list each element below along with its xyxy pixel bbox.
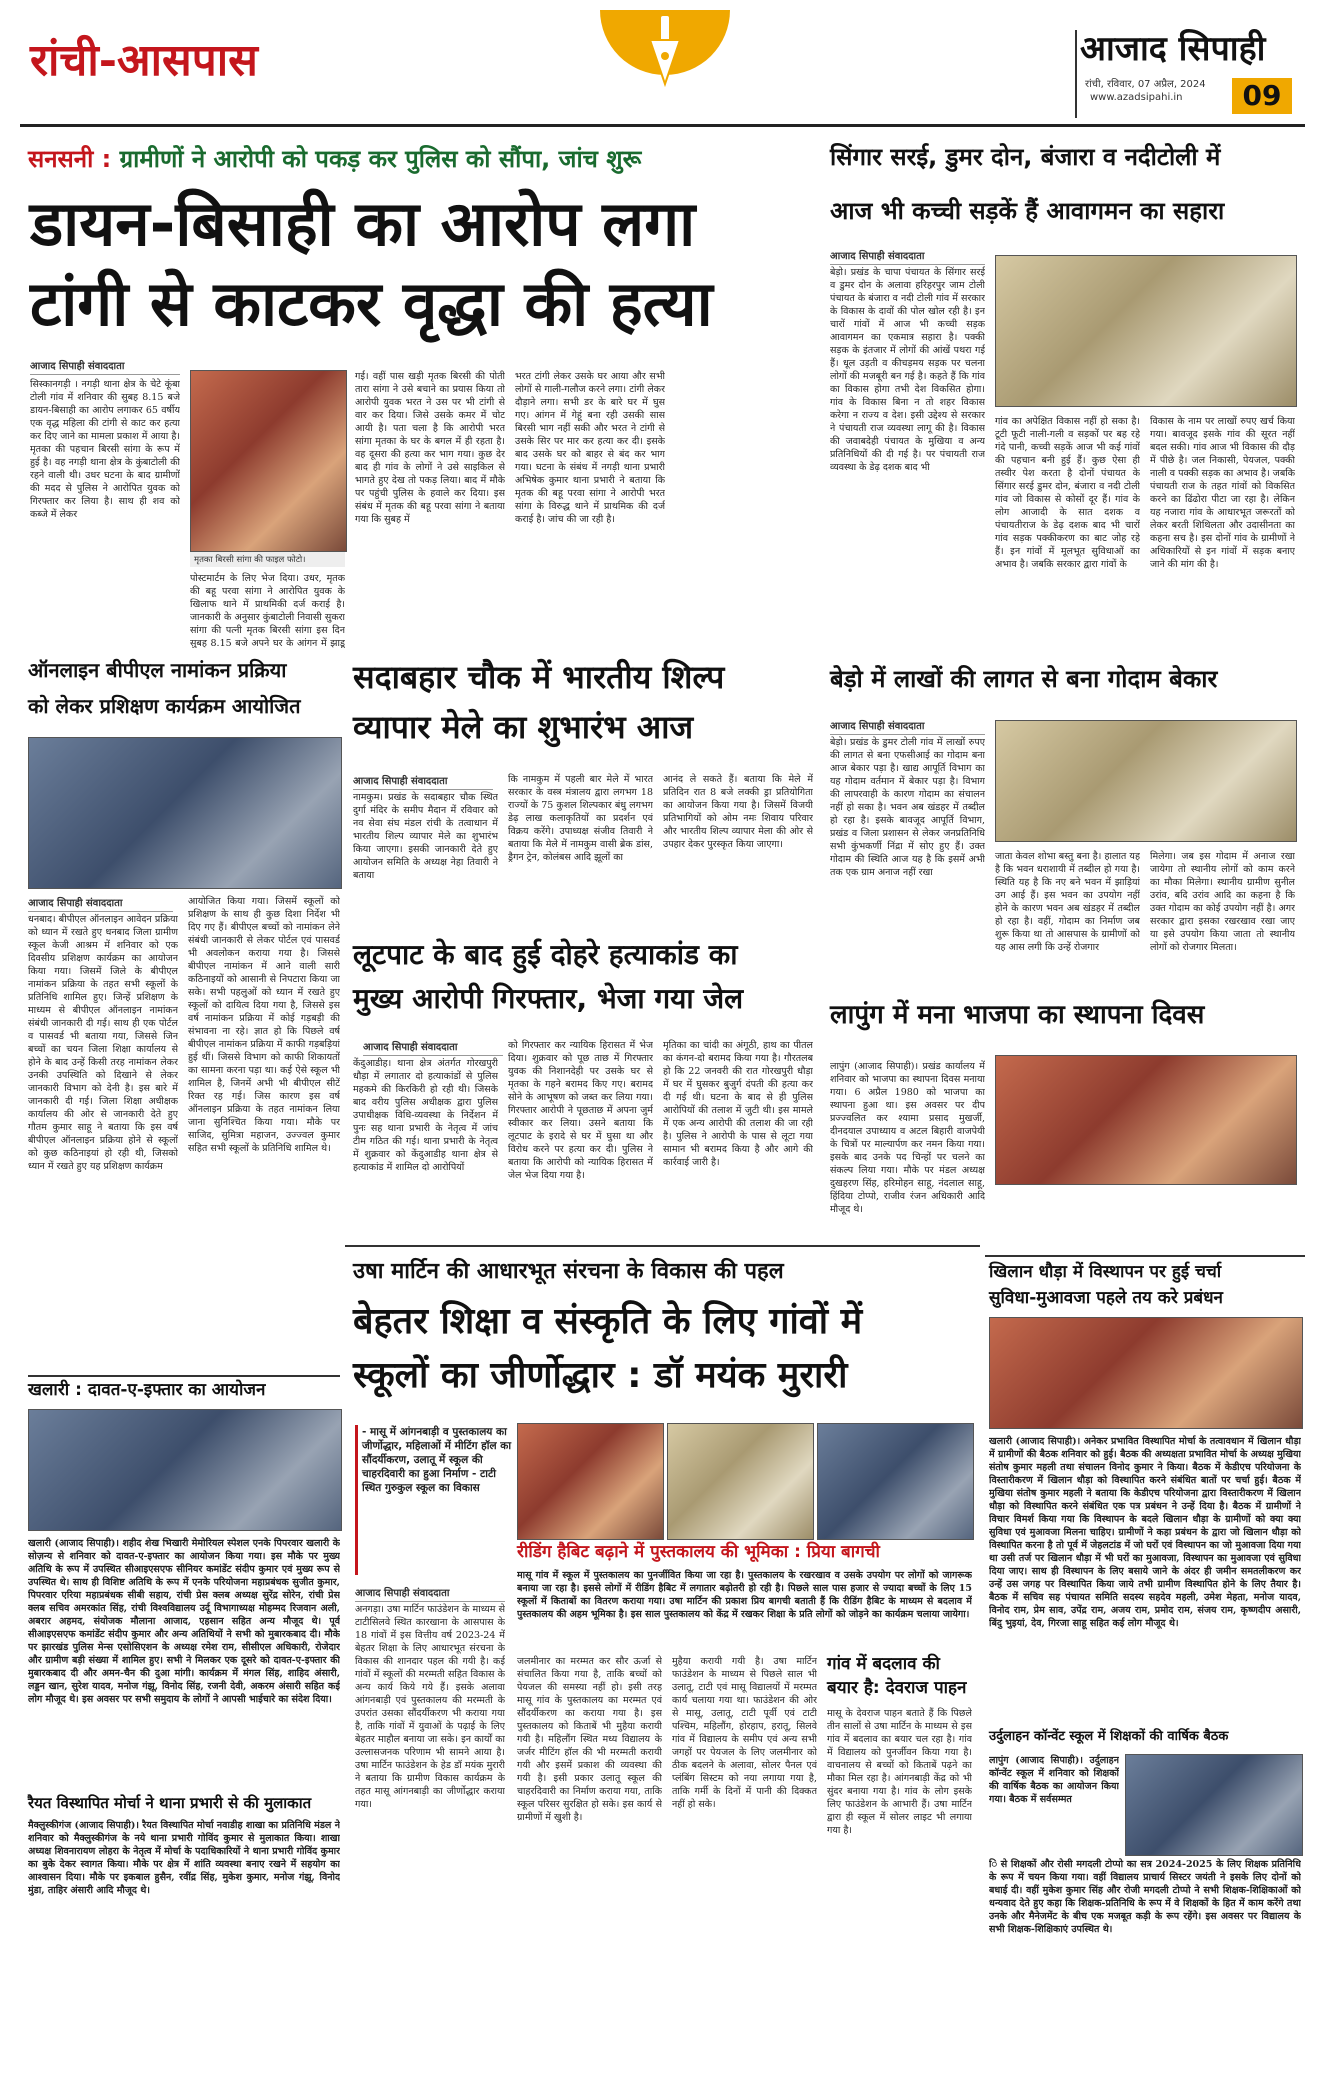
usha-headline-1: बेहतर शिक्षा व संस्कृति के लिए गांवों में <box>353 1301 863 1342</box>
paper-name: आजाद सिपाही <box>1080 29 1266 69</box>
road-byline: आजाद सिपाही संवाददाता <box>830 248 985 265</box>
usha-col-1: अनगड़ा। उषा मार्टिन फाउंडेशन के माध्यम से टाटीसिलवे स्थित कारखाना के आसपास के 18 गांवों में इस वित्तीय वर्ष 2023-24 में बेहतर शिक्षा के लिए आधारभूत संरचना के विकास की शानदार पहल की गयी है। कई गांवों में स्कूलों की मरम्मती सहित विकास के अन्य कार्य किये गये हैं। इसके अलावा आंगनबाड़ी एवं पुस्तकालय की मरम्मती के उपरांत उसका सौंदर्यीकरण भी कराया गया है, ताकि गांवों में युवाओं के पढ़ाई के लिए बेहतर माहौल बनाया जा सके। इन कार्यों का उल्लासजनक परिणाम भी सामने आया है। उषा मार्टिन फाउंडेशन के हेड डॉ मयंक मुरारी ने बताया कि ग्रामीण विकास कार्यक्रम के तहत मासू आंगनबाड़ी का जीर्णोद्धार कराया गया। <box>355 1604 505 1810</box>
lead-kicker-rest: ग्रामीणों ने आरोपी को पकड़ कर पुलिस को सौंपा, जांच शुरू <box>119 145 642 173</box>
date-line: रांची, रविवार, 07 अप्रैल, 2024 <box>1085 79 1206 90</box>
murder-col-1: केंदुआडीह। थाना क्षेत्र अंतर्गत गोरखपुरी धौड़ा में लगातार दो हत्याकांडों से पुलिस महकमे की किरकिरी हो रही थी। जिसके बाद वरीय पुलिस अधीक्षक द्वारा पुलिस उपाधीक्षक विधि-व्यवस्था के निर्देशन में पुनः सह थाना प्रभारी के नेतृत्व में जांच टीम गठित की गई। थाना प्रभारी के नेतृत्व में शुक्रवार को केंदुआडीह थाना क्षेत्र से हत्याकांड में शामिल दो आरोपियों <box>353 1058 498 1173</box>
road-story <box>825 140 1305 660</box>
lead-photo-caption: मृतका बिरसी सांगा की फाइल फोटो। <box>190 552 345 567</box>
usha-photo-2 <box>667 1423 814 1540</box>
bpl-headline-1: ऑनलाइन बीपीएल नामांकन प्रक्रिया <box>28 658 287 682</box>
section-title: रांची-आसपास <box>30 35 258 86</box>
fair-byline: आजाद सिपाही संवाददाता <box>353 773 493 790</box>
lead-col-2: पोस्टमार्टम के लिए भेज दिया। उधर, मृतक की बहू परवा सांगा ने आरोपित युवक के खिलाफ थाने में प्राथमिकी दर्ज कराई है। जानकारी के अनुसार कुंबाटोली निवासी सुकरा सांगा की पत्नी मृतक बिरसी सांगा इस दिन सुबह 8.15 बजे अपने घर के आंगन में झाडू <box>190 573 345 648</box>
iftar-photo <box>28 1409 342 1531</box>
bjp-body: लापुंग (आजाद सिपाही)। प्रखंड कार्यालय में शनिवार को भाजपा का स्थापना दिवस मनाया गया। 6 अप्रैल 1980 को भाजपा का स्थापना हुआ था। इस अवसर पर दीप प्रज्ज्वलित कर श्यामा प्रसाद मुखर्जी, दीनदयाल उपाध्याय व अटल बिहारी वाजपेयी के चित्रों पर माल्यार्पण कर नमन किया गया। इसके बाद उनके पद चिन्हों पर चलने का संकल्प लिया गया। मौके पर मंडल अध्यक्ष दुखहरण सिंह, हरिमोहन साहू, नंदलाल साहू, हिंदिया टोप्पो, राजीव रंजन अधिकारी आदि मौजूद थे। <box>830 1061 985 1215</box>
usha-bullets: - मासू में आंगनबाड़ी व पुस्तकालय का जीर्णोद्धार, महिलाओं में मीटिंग हॉल का सौंदर्यीकरण, उलातू में स्कूल की चाहरदिवारी का हुआ निर्माण - टाटी स्थित गुरुकुल स्कूल का विकास <box>355 1425 512 1575</box>
bpl-byline: आजाद सिपाही संवाददाता <box>28 895 173 912</box>
lead-col-3: भरत टांगी लेकर उसके घर आया और सभी लोगों से गाली-गलौज करने लगा। टांगी लेकर दौड़ाने लगा। सभी डर के बारे घर में घुस गए। आंगन में गेहूं बना रही उसकी सास बिरसी भाग नहीं सकी और भरत ने टांगी से उसके सिर पर मार कर हत्या कर दी। इसके बाद उसके घर को बाहर से बंद कर भाग गया। घटना के संबंध में नगड़ी थाना प्रभारी अभिषेक कुमार थाना प्रभारी ने बताया कि मृतक की बहू परवा सांगा ने आरोपी भरत सांगा के विरुद्ध थाने में प्राथमिक की दर्ज कराई है। जांच की जा रही है। <box>515 371 665 525</box>
usha-col-2: जलमीनार का मरम्मत कर सौर ऊर्जा से संचालित किया गया है, ताकि बच्चों को पेयजल की समस्या नहीं हो। इसी तरह मासू गांव के पुस्तकालय का मरम्मत एवं सौंदर्यीकरण का कराया गया है। इस पुस्तकालय को किताबें भी मुहैया करायी गयी है। महिलौंग स्थित मध्य विद्यालय के जर्जर मीटिंग हॉल की भी मरम्मती करायी गयी और इसमें प्रकाश की व्यवस्था की गयी है। इसी प्रकार उलातू स्कूल की चाहरदिवारी का निर्माण कराया गया, ताकि स्कूल परिसर सुरक्षित हो सके। इस कार्य से ग्रामीणों में खुशी है। <box>517 1656 662 1823</box>
lead-story <box>20 140 820 650</box>
godown-col-1: बेड़ो। प्रखंड के डुमर टोली गांव में लाखों रुपए की लागत से बना एफसीआई का गोदाम बना आज बेकार पड़ा है। खाद्य आपूर्ति विभाग का यह गोदाम वर्तमान में बेकार पड़ा है। विभाग की लापरवाही के कारण गोदाम का संचालन नहीं हो सका है। भवन अब खंडहर में तब्दील हो रहा है। इसके बावजूद आपूर्ति विभाग, प्रखंड व जिला प्रशासन से लेकर जनप्रतिनिधि सभी कुंभकर्णी निंद्रा में सोए हुए हैं। उक्त गोदाम की स्थिति आज यह है कि इसमें अभी तक एक ग्राम अनाज नहीं रखा <box>830 737 985 878</box>
usha-kicker: उषा मार्टिन की आधारभूत संरचना के विकास की पहल <box>353 1259 784 1284</box>
fair-story <box>345 655 820 935</box>
road-photo <box>995 255 1297 407</box>
website: www.azadsipahi.in <box>1090 92 1183 103</box>
masthead-rule <box>20 124 1305 127</box>
iftar-story <box>20 1375 340 1795</box>
lead-photo <box>190 370 347 552</box>
lead-col-2b: गई। वहीं पास खड़ी मृतक बिरसी की पोती तारा सांगा ने उसे बचाने का प्रयास किया तो आरोपी युवक भरत ने उस पर भी टांगी से वार कर दिया। जिसे उसके कमर में चोट आयी है। पता चला है कि आरोपी भरत सांगा मृतका के घर के बगल में ही रहता है। वह दूसरा की हत्या कर भाग गया। कुछ देर बाद ही गांव के लोगों ने उसे साइकिल से भागते हुए देख तो पकड़ लिया। बाद में मौके पर पहुंची पुलिस के हवाले कर दिया। इस संबंध में मृतक की बहू परवा सांगा ने बताया गया कि सुबह में <box>355 371 505 525</box>
fair-col-2: कि नामकुम में पहली बार मेले में भारत सरकार के वस्त्र मंत्रालय द्वारा लगभग 18 राज्यों के 75 कुशल शिल्पकार बंधु लगभग डेढ़ लाख कलाकृतियों का प्रदर्शन एवं विक्रय करेंगे। उपाध्यक्ष संजीव तिवारी ने बताया कि मेले में नामकुम वासी ब्रेक डांस, ड्रैगन ट्रेन, कोलंबस आदि झूलों का <box>508 774 653 863</box>
godown-story <box>825 660 1305 990</box>
usha-photo-1 <box>517 1423 664 1540</box>
khilan-body: खलारी (आजाद सिपाही)। अनेकर प्रभावित विस्थापित मोर्चा के तत्वावधान में खिलान धौड़ा में ग्रामीणों की बैठक शनिवार को हुई। बैठक की अध्यक्षता प्रभावित मोर्चा के अध्यक्ष मुखिया संतोष कुमार महली तथा संचालन विनोद कुमार ने किया। बैठक में केडीएच परियोजना के विस्तारीकरण में खिलान धौड़ा को विस्थापित करने संबंधित बातों पर चर्चा हुई। बैठक में मुखिया संतोष कुमार महली ने बताया कि केडीएच परियोजना द्वारा विस्तारीकरण में खिलान धौड़ा को विस्थापित करने संबंधित एक पत्र प्रबंधन ने उन्हें दिया है। बैठक में ग्रामीणों ने विचार विमर्श किया गया कि विस्थापन के बदले खिलान धौड़ा के ग्रामीणों को क्या क्या सुविधा एवं मुआवजा मिलना चाहिए। ग्रामीणों ने कहा प्रबंधन के द्वारा जो खिलान धौड़ा को विस्थापित करना है तो पूर्व में जेहलटांड में जो घरों एवं विस्थापन का जो मुआवजा दिया गया था उसी तर्ज पर खिलान धौड़ा में भी घरों का मुआवजा, विस्थापन का मुआवजा एवं सुविधा दिया जाए। साथ ही विस्थापन के लिए बसाये जाने के अंदर ही जमीन समतलीकरण कर उन्हें उस जगह पर विस्थापित किया जाये तभी ग्रामीण विस्थापित होने के लिए तैयार है। बैठक में सचिव सह पंचायत समिति सदस्य सहदेव महली, उमेश मेहता, मनोज यादव, विनोद राम, प्रेम साव, उपेंद्र राम, अजय राम, प्रमोद राम, संजय राम, कृष्णदीप असारी, बिंदु भुइयां, देव, गिरजा साहू सहित कई लोग मौजूद थे। <box>989 1436 1301 1629</box>
page-number: 09 <box>1232 78 1292 114</box>
library-body: मासू गांव में स्कूल में पुस्तकालय का पुनर्जीवित किया जा रहा है। पुस्तकालय के रखरखाव व उसके उपयोग पर लोगों को जागरूक बनाया जा रहा है। इससे लोगों में रीडिंग हैबिट में लगातार बढ़ोतरी हो रही है। पिछले साल पास हजार से ज्यादा बच्चों के लिए 15 स्कूलों में किताबों का वितरण कराया गया। उषा मार्टिन की प्रकाश प्रिय बागची बताती हैं कि रीडिंग हैबिट के माध्यम से बदलाव में पुस्तकालय की अहम भूमिका है। इस साल पुस्तकालय को केंद्र में रखकर शिक्षा के प्रति लोगों को जोड़ने का कार्यक्रम चलाया जायेगा। <box>517 1570 972 1620</box>
usha-story <box>345 1245 980 2075</box>
usha-rule <box>345 1245 980 1247</box>
bjp-headline: लापुंग में मना भाजपा का स्थापना दिवस <box>830 1000 1205 1030</box>
murder-headline-1: लूटपाट के बाद हुई दोहरे हत्याकांड का <box>353 938 738 971</box>
fair-headline-1: सदाबहार चौक में भारतीय शिल्प <box>353 658 725 696</box>
road-headline-2: आज भी कच्ची सड़कें हैं आवागमन का सहारा <box>830 197 1225 225</box>
urdu-story <box>985 1730 1305 2080</box>
murder-col-3: मृतिका का चांदी का अंगूठी, हाथ का पीतल का कंगन-दो बरामद किया गया है। गौरतलब हो कि 22 जनवरी की रात गोरखपुरी धौड़ा में घर में घुसकर बुजुर्ग दंपती की हत्या कर दी गई थी। घटना के बाद से ही पुलिस आरोपियों की तलाश में जुटी थी। इस मामले में एक अन्य आरोपी की तलाश की जा रही है। पुलिस ने आरोपी के पास से लूटा गया सामान भी बरामद किया है और आगे की कार्रवाई जारी है। <box>663 1040 813 1168</box>
masthead-divider <box>1075 30 1077 118</box>
bpl-col-1: धनबाद। बीपीएल ऑनलाइन आवेदन प्रक्रिया को ध्यान में रखते हुए धनबाद जिला ग्रामीण स्कूल केजी आश्रम में शनिवार को एक दिवसीय प्रशिक्षण कार्यक्रम का आयोजन किया गया। जिसमें जिले के बीपीएल नामांकन प्रक्रिया के तहत सभी स्कूलों के प्रतिनिधि शामिल हुए। जिन्हें प्रशिक्षण के माध्यम से बीपीएल ऑनलाइन नामांकन संबंधी जानकारी दी गई। साथ ही एक पोर्टल व पासवर्ड भी बताया गया, जिससे जिन बच्चों का चयन जिला शिक्षा कार्यालय से होने के बाद उन्हें किसी तरह नामांकन लेकर उनकी उपस्थिति को दिखाने से लेकर जानकारी विभाग को देनी है। इस बारे में जानकारी दी गई। जिला शिक्षा अधीक्षक कार्यालय की ओर से जानकारी देते हुए गौतम कुमार साहू ने बताया कि इस वर्ष बीपीएल ऑनलाइन प्रक्रिया होने से स्कूलों को कुछ कठिनाइयां हो रही थी, जिसको ध्यान में रखते हुए यह प्रशिक्षण कार्यक्रम <box>28 914 178 1172</box>
bpl-col-2: आयोजित किया गया। जिसमें स्कूलों को प्रशिक्षण के साथ ही कुछ दिशा निर्देश भी दिए गए हैं। बीपीएल बच्चों को नामांकन लेने संबंधी जानकारी से लेकर पोर्टल एवं पासवर्ड भी अवलोकन कराया गया है। जिससे बीपीएल नामांकन में आने वाली सारी कठिनाइयों को आसानी से निपटारा किया जा सके। सभी पहलुओं को ध्यान में रखते हुए स्कूलों को दायित्व दिया गया है, जिससे इस वर्ष नामांकन प्रक्रिया में कोई गड़बड़ी की संभावना ना रहे। ज्ञात हो कि पिछले वर्ष बीपीएल नामांकन प्रक्रिया में काफी गड़बड़ियां हुई थीं। जिससे विभाग को काफी शिकायतों का सामना करना पड़ा था। कई ऐसे स्कूल भी शामिल है, जिनमें अभी भी बीपीएल सीटें रिक्त रह गई। जिस कारण इस वर्ष ऑनलाइन प्रक्रिया के तहत नामांकन लिया जाना सुनिश्चित किया गया। मौके पर साजिद, सुमित्रा महाजन, उज्ज्वल कुमार सहित सभी स्कूलों के प्रतिनिधि शामिल थे। <box>188 896 340 1154</box>
godown-headline: बेड़ो में लाखों की लागत से बना गोदाम बेकार <box>830 665 1218 693</box>
urdu-headline: उर्दुलाहन कॉन्वेंट स्कूल में शिक्षकों की वार्षिक बैठक <box>989 1729 1229 1744</box>
lead-col-1: सिस्कानगड़ी । नगड़ी थाना क्षेत्र के चेटे कूंबा टोली गांव में शनिवार की सुबह 8.15 बजे डायन-बिसाही का आरोप लगाकर 65 वर्षीय एक वृद्ध महिला की टांगी से काट कर हत्या कर दिए जाने का मामला प्रकाश में आया है। मृतका की पहचान बिरसी सांगा के रूप में हुई है। वह नगड़ी थाना क्षेत्र के कुंबाटोली की रहने वाली थी। उधर घटना के बाद ग्रामीणों की मदद से पुलिस ने आरोपित युवक को गिरफ्तार कर लिया है। साथ ही शव को कब्जे में लेकर <box>30 379 180 520</box>
usha-headline-2: स्कूलों का जीर्णोद्धार : डॉ मयंक मुरारी <box>353 1355 848 1396</box>
bjp-photo <box>995 1055 1297 1185</box>
masthead <box>0 0 1325 125</box>
devraj-headline-1: गांव में बदलाव की <box>827 1654 940 1674</box>
morcha-story <box>20 1795 340 2080</box>
murder-byline: आजाद सिपाही संवाददाता <box>363 1039 503 1056</box>
murder-story <box>345 935 820 1240</box>
godown-photo <box>995 720 1297 842</box>
morcha-body: मैक्लुस्कीगंज (आजाद सिपाही)। रैयत विस्थापित मोर्चा नवाडीह शाखा का प्रतिनिधि मंडल ने शनिवार को मैक्लुस्कीगंज के नये थाना प्रभारी गोविंद कुमार से मुलाकात किया। शाखा अध्यक्ष शिवनारायण लोहरा के नेतृत्व में मोर्चा के पदाधिकारियों ने थाना प्रभारी गोविंद कुमार का बुके देकर स्वागत किया। मौके पर क्षेत्र में शांति व्यवस्था बनाए रखने में सहयोग का आश्वासन दिया। मौके पर इकबाल हुसैन, रवींद्र सिंह, मुकेश कुमार, मनोज गंझू, विनोद मुंडा, ताहिर अंसारी आदि मौजूद थे। <box>28 1820 340 1896</box>
khilan-photo <box>989 1317 1303 1429</box>
lead-col-4 <box>675 370 815 648</box>
lead-headline-1: डायन-बिसाही का आरोप लगा <box>30 187 696 260</box>
bpl-story <box>20 655 340 1375</box>
fair-headline-2: व्यापार मेले का शुभारंभ आज <box>353 708 694 746</box>
fair-col-3: आनंद ले सकते हैं। बताया कि मेले में प्रतिदिन रात 8 बजे लक्की ड्रा प्रतियोगिता का आयोजन किया गया है। जिसमें विजयी प्रतिभागियों को ओम नमः शिवाय परिवार और भारतीय शिल्प व्यापार मेला की ओर से उपहार देकर पुरस्कृत किया जाएगा। <box>663 774 813 850</box>
bjp-story <box>825 995 1305 1255</box>
lead-kicker: सनसनी : <box>28 145 112 173</box>
road-col-3: विकास के नाम पर लाखों रुपए खर्च किया गया। बावजूद इसके गांव की सूरत नहीं बदल सकी। गांव आज भी विकास की दौड़ में पीछे है। जल निकासी, पेयजल, पक्की नाली व पक्की सड़क का अभाव है। जबकि पंचायती राज के तहत गांवों को विकसित करने का ढिंढोरा पीटा जा रहा है। लेकिन यह नजारा गांव के आधारभूत जरूरतों को लेकर बरती शिथिलता और उदासीनता का कहना सच है। इस दोनों गांव के ग्रामीणों ने अधिकारियों से इन गांवों में सड़क बनाए जाने की मांग की है। <box>1150 416 1295 570</box>
usha-photo-3 <box>817 1423 974 1540</box>
iftar-headline: खलारी : दावत-ए-इफ्तार का आयोजन <box>28 1380 266 1400</box>
bpl-photo <box>28 737 342 889</box>
devraj-body: मासू के देवराज पाहन बताते हैं कि पिछले तीन सालों से उषा मार्टिन के माध्यम से इस गांव में बदलाव का बयार चल रहा है। गांव में विद्यालय को पुनर्जीवन किया गया है। वाचनालय से बच्चों को किताबें पढ़ने का मौका मिल रहा है। आंगनबाड़ी केंद्र को भी सुंदर बनाया गया है। गांव के लोग इसके लिए फाउंडेशन के आभारी हैं। उषा मार्टिन द्वारा ही स्कूल में सोलर लाइट भी लगाया गया है। <box>827 1708 972 1836</box>
urdu-body: लापुंग (आजाद सिपाही)। उर्दुलाहन कॉन्वेंट स्कूल में शनिवार को शिक्षकों की वार्षिक बैठक का आयोजन किया गया। बैठक में सर्वसम्मत ि से शिक्षकों और रोसी मगदली टोप्पो का सत्र 2024-2025 के लिए शिक्षक प्रतिनिधि के रूप में चयन किया गया। वहीं विद्यालय प्राचार्य सिस्टर जयंती ने इसके लिए दोनों को बधाई दी। वहीं मुकेश कुमार सिंह और रोजी मगदली टोप्पो ने सभी शिक्षक-शिक्षिकाओं को धन्यवाद देते हुए कहा कि शिक्षक-प्रतिनिधि के रूप में वे शिक्षकों के हित में काम करेंगे तथा उनके और मैनेजमेंट के बीच एक मजबूत कड़ी के रूप रहेंगे। इस अवसर पर विद्यालय के सभी शिक्षक-शिक्षिकाएं उपस्थित थे। <box>989 1755 1301 1935</box>
library-headline: रीडिंग हैबिट बढ़ाने में पुस्तकालय की भूमिका : प्रिया बागची <box>517 1542 880 1562</box>
khilan-rule <box>985 1255 1305 1257</box>
road-headline-1: सिंगार सरई, डुमर दोन, बंजारा व नदीटोली में <box>830 143 1221 171</box>
khilan-story <box>985 1255 1305 1725</box>
usha-col-3: मुहैया करायी गयी है। उषा मार्टिन फाउंडेशन के माध्यम से पिछले साल भी उलातू, टाटी एवं मासू विद्यालयों में मरम्मत कार्य चलाया गया था। फाउंडेशन की ओर से मासू, उलातू, टाटी पूर्वी एवं टाटी पश्चिम, महिलौंग, होरहाप, हरातू, सिलवे गांव में विद्यालय के समीप एवं अन्य सभी जगहों पर पेयजल के लिए जलमीनार को ठीक बदलने के अलावा, सोलर पैनल एवं प्लंबिंग सिस्टम को नया लगाया गया है, ताकि गर्मी के दिनों में पानी की दिक्कत नहीं हो सके। <box>672 1656 817 1810</box>
devraj-headline-2: बयार है: देवराज पाहन <box>827 1678 967 1698</box>
road-col-1: बेड़ो। प्रखंड के चापा पंचायत के सिंगार सरई व डुमर दोन के अलावा हरिहरपुर जाम टोली पंचायत के बंजारा व नदी टोली गांव में सरकार के विकास के दावों की पोल खोल रही है। इन चारों गांवों में आज भी कच्ची सड़क आवागमन का एकमात्र सहारा है। पक्की सड़क के इंतजार में लोगों की आंखें पथरा गई हैं। धूल उड़ती व कीचड़मय सड़क पर चलना लोगों की मजबूरी बन गई है। कहते हैं कि गांव का विकास होगा तभी देश विकसित होगा। गांव के विकास बिना न तो शहर विकास करेगा न राज्य व देश। इसी उद्देश्य से सरकार ने पंचायती राज व्यवस्था लागू की है। विकास की जवाबदेही पंचायत के मुखिया व अन्य प्रतिनिधियों की दी गई है। पर पंचायती राज व्यवस्था के डेढ़ दशक बाद भी <box>830 267 985 473</box>
murder-headline-2: मुख्य आरोपी गिरफ्तार, भेजा गया जेल <box>353 982 744 1015</box>
godown-byline: आजाद सिपाही संवाददाता <box>830 718 985 735</box>
lead-headline-2: टांगी से काटकर वृद्धा की हत्या <box>30 267 713 340</box>
fair-col-1: नामकुम। प्रखंड के सदाबहार चौक स्थित दुर्गा मंदिर के समीप मैदान में रविवार को नव सेवा संघ मंडल रांची के तत्वाधान में भारतीय शिल्प व्यापार मेले का शुभारंभ किया जाएगा। इसकी जानकारी देते हुए आयोजन समिति के अध्यक्ष नेहा तिवारी ने बताया <box>353 792 498 881</box>
bpl-headline-2: को लेकर प्रशिक्षण कार्यक्रम आयोजित <box>28 694 301 718</box>
murder-col-2: को गिरफ्तार कर न्यायिक हिरासत में भेज दिया। शुक्रवार को पूछ ताछ में गिरफ्तार युवक की निशानदेही पर उसके घर से मृतका के गहने बरामद किए गए। बरामद सोने के आभूषण को जब्त कर लिया गया। गिरफ्तार आरोपी ने पूछताछ में अपना जुर्म स्वीकार कर लिया। उसने बताया कि लूटपाट के इरादे से घर में घुसा था और विरोध करने पर हत्या कर दी। पुलिस ने बताया कि आरोपी को न्यायिक हिरासत में जेल भेज दिया गया है। <box>508 1040 653 1181</box>
bjp-body-cont <box>995 1191 1295 1249</box>
iftar-rule <box>28 1375 340 1377</box>
road-col-2: गांव का अपेक्षित विकास नहीं हो सका है। टूटी फूटी नाली-गली व सड़कों पर बह रहे गंदे पानी, कच्ची सड़कें आज भी कई गांवों की पहचान बनी हुई हैं। कुछ ऐसा ही तस्वीर पेश करता है दोनों पंचायत के सिंगार सरई डुमर दोन, बंजारा व नदी टोली गांव जो विकास से कोसों दूर हैं। गांव के लोग आजादी के सात दशक व पंचायतीराज के डेढ़ दशक बाद भी चारों गांव सड़क पक्कीकरण का बाट जोह रहे हैं। इन गांवों में मूलभूत सुविधाओं का अभाव है। जबकि सरकार द्वारा गांवों के <box>995 416 1140 570</box>
morcha-headline: रैयत विस्थापित मोर्चा ने थाना प्रभारी से की मुलाकात <box>28 1794 312 1812</box>
iftar-body: खलारी (आजाद सिपाही)। शहीद शेख भिखारी मेमोरियल स्पेशल एनके पिपरवार खलारी के सोज़न्य से शनिवार को दावत-ए-इफ्तार का आयोजन किया गया। इस मौके पर मुख्य अतिथि के रूप में उपस्थित सीआइएसएफ सीनियर कमांडेंट संदीप कुमार एवं मुख्य रूप से उपस्थित थे। साथ ही विशिष्ट अतिथि के रूप में एनके परियोजना महाप्रबंधक सुजीत कुमार, पिपरवार एरिया महाप्रबंधक सीबी सहाय, रांची प्रेस क्लब अध्यक्ष सुरेंद्र सोरेन, रांची प्रेस क्लब सचिव अमरकांत सिंह, रांची विश्वविद्यालय उर्दू विभागाध्यक्ष मोहम्मद रिजवान अली, अबरार अहमद, संयोजक मौलाना आजाद, एहसान सहित अन्य मौजूद थे। पूर्व सीआइएसएफ कमांडेंट संदीप कुमार और अन्य अतिथियों ने सभी को मुबारकबाद दी। मौके पर झारखंड पुलिस मेन्स एसोसिएशन के अध्यक्ष रमेश राम, सीसीएल अधिकारी, रोजेदार और ग्रामीण बड़ी संख्या में शामिल हुए। सभी ने मिलकर एक दूसरे को दावत-ए-इफ्तार की मुबारकबाद दी और अमन-चैन की दुआ मांगी। कार्यक्रम में मंगल सिंह, शाहिद अंसारी, लड्डन खान, सुरेश यादव, मनोज गंझू, विनोद सिंह, रजनी देवी, अकरम अंसारी सहित कई लोग मौजूद थे। इस अवसर पर सभी समुदाय के लोगों ने आपसी भाईचारे का संदेश दिया। <box>28 1538 340 1705</box>
khilan-headline-1: खिलान धौड़ा में विस्थापन पर हुई चर्चा <box>989 1262 1222 1282</box>
lead-byline: आजाद सिपाही संवाददाता <box>30 358 180 375</box>
lead-kicker-line <box>28 146 641 174</box>
pen-nib-icon <box>590 10 740 110</box>
khilan-headline-2: सुविधा-मुआवजा पहले तय करे प्रबंधन <box>989 1288 1223 1308</box>
usha-byline: आजाद सिपाही संवाददाता <box>355 1585 505 1602</box>
godown-col-2: जाता केवल शोभा बस्तु बना है। हालात यह है कि भवन धराशायी में तब्दील हो गया है। स्थिति यह है कि नए बने भवन में झाड़ियां उग आई हैं। इस भवन का उपयोग नहीं होने के कारण भवन अब खंडहर में तब्दील हो रहा है। वहीं, गोदाम का निर्माण जब शुरू किया था तो आसपास के ग्रामीणों को यह आस लगी कि उन्हें रोजगार <box>995 851 1140 953</box>
godown-col-3: मिलेगा। जब इस गोदाम में अनाज रखा जायेगा तो स्थानीय लोगों को काम करने का मौका मिलेगा। स्थानीय ग्रामीण सुनील उरांव, बदि उरांव आदि का कहना है कि उक्त गोदाम का कोई उपयोग नहीं है। अगर सरकार द्वारा इसका रखरखाव रखा जाए या इसे उपयोग किया जाता तो स्थानीय लोगों को रोजगार मिलता। <box>1150 851 1295 953</box>
